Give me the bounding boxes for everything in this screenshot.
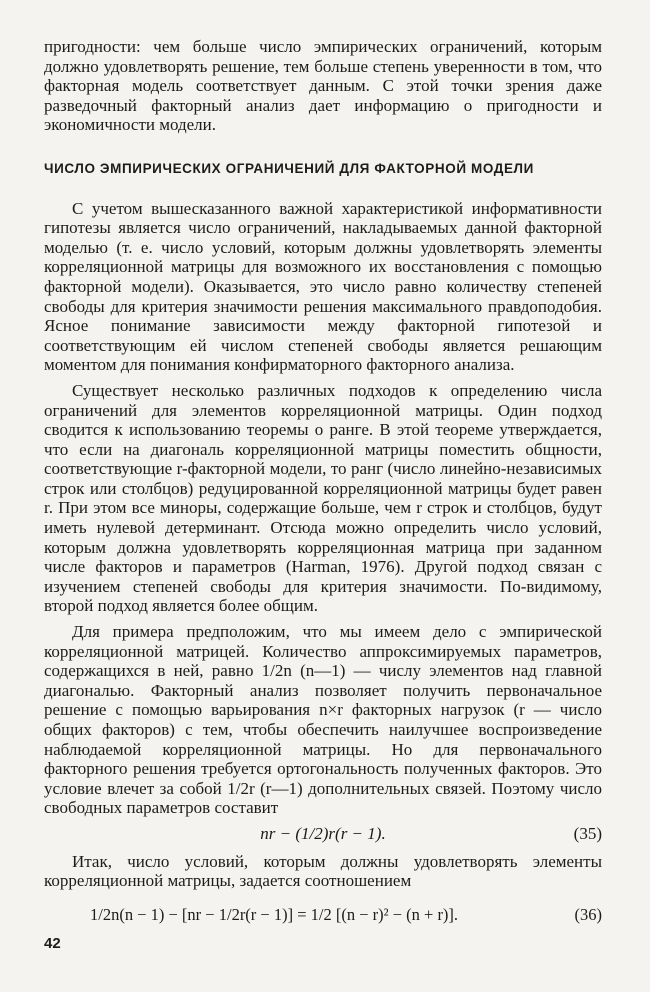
equation-36-number: (36) — [574, 904, 602, 924]
paragraph-1: С учетом вышесказанного важной характеристикой информативности гипотезы является число ограничений, накладываемых данной факторной моделью (т. е. число условий, которым должны удовлетворять элементы корреляционной матрицы для возможного их восстановления с помощью факторной модели). Оказывается, это число равно количеству степеней свободы для критерия значимости решения максимального правдоподобия. Ясное понимание зависимости между факторной гипотезой и соответствующим ей числом степеней свободы является решающим моментом для понимания конфирматорного факторного анализа. — [44, 198, 602, 375]
section-heading: ЧИСЛО ЭМПИРИЧЕСКИХ ОГРАНИЧЕНИЙ ДЛЯ ФАКТОРНОЙ МОДЕЛИ — [44, 160, 534, 176]
paragraph-3: Для примера предположим, что мы имеем дело с эмпирической корреляционной матрицей. Количество аппроксимируемых параметров, содержащихся в ней, равно 1/2n (n—1) — числу элементов над главной диагональю. Факторный анализ позволяет получить первоначальное решение с помощью варьирования n×r факторных нагрузок (r — число общих факторов) с тем, чтобы обеспечить наилучшее воспроизведение наблюдаемой корреляционной матрицы. Но для первоначального факторного решения требуется ортогональность полученных факторов. Это условие влечет за собой 1/2r (r—1) дополнительных связей. Поэтому число свободных параметров составит — [44, 622, 602, 818]
equation-36 — [44, 905, 602, 925]
equation-35-text: nr − (1/2)r(r − 1). — [260, 823, 386, 843]
equation-35-number: (35) — [573, 823, 602, 843]
equation-36-text: 1/2n(n − 1) − [nr − 1/2r(r − 1)] = 1/2 [(n − r)² − (n + r)]. — [90, 904, 459, 924]
equation-35 — [44, 824, 602, 844]
paragraph-0: пригодности: чем больше число эмпирических ограничений, которым должно удовлетворять решение, тем больше степень уверенности в том, что факторная модель соответствует данным. С этой точки зрения даже разведочный факторный анализ дает информацию о пригодности и экономичности модели. — [44, 37, 602, 135]
paragraph-4: Итак, число условий, которым должны удовлетворять элементы корреляционной матрицы, задается соотношением — [44, 851, 602, 891]
page-number: 42 — [44, 935, 61, 952]
body-text — [44, 37, 602, 924]
paragraph-2: Существует несколько различных подходов к определению числа ограничений для элементов корреляционной матрицы. Один подход сводится к использованию теоремы о ранге. В этой теореме утверждается, что если на диагональ корреляционной матрицы поместить общности, соответствующие r-факторной модели, то ранг (число линейно-независимых строк или столбцов) редуцированной корреляционной матрицы будет равен r. При этом все миноры, содержащие больше, чем r строк и столбцов, будут иметь нулевой детерминант. Отсюда можно определить число условий, которым должна удовлетворять корреляционная матрица при заданном числе факторов и параметров (Harman, 1976). Другой подход связан с изучением степеней свободы для критерия значимости. По-видимому, второй подход является более общим. — [44, 380, 602, 616]
